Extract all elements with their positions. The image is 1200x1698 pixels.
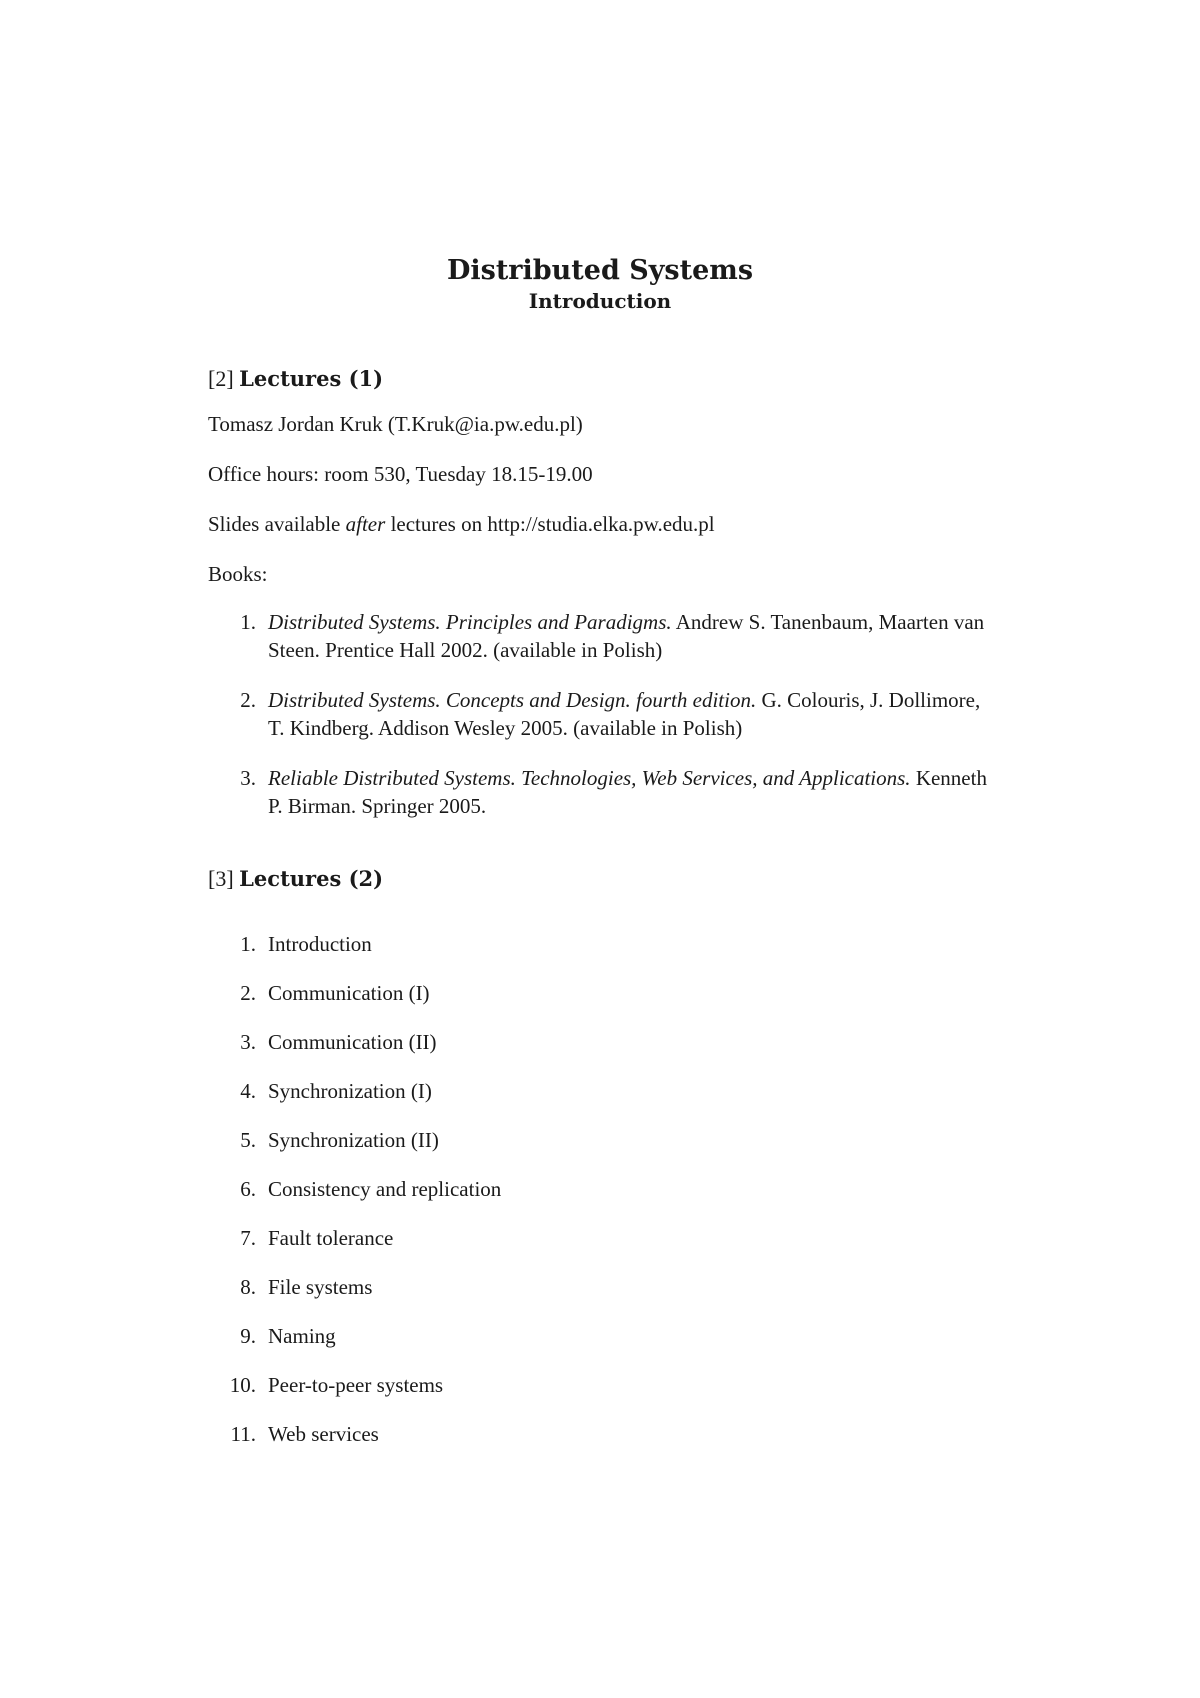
title-block — [0, 254, 1200, 314]
document-subtitle: Introduction — [528, 289, 672, 313]
book-item — [208, 608, 998, 664]
lecturer-line: Tomasz Jordan Kruk (T.Kruk@ia.pw.edu.pl) — [208, 412, 583, 436]
list-marker: 10. — [229, 1373, 256, 1397]
list-marker: 4. — [240, 1079, 256, 1103]
list-marker: 6. — [240, 1177, 256, 1201]
slides-text-before: Slides available — [208, 512, 346, 536]
books-label: Books: — [208, 562, 268, 586]
list-item — [208, 1224, 998, 1273]
list-marker: 3. — [240, 1030, 256, 1054]
slides-text-emphasis: after — [345, 512, 386, 536]
topic-label: Synchronization (II) — [268, 1128, 439, 1152]
book-item — [208, 764, 998, 820]
topic-label: Communication (II) — [268, 1030, 437, 1054]
topic-label: Communication (I) — [268, 981, 430, 1005]
section-heading-lectures-1 — [208, 364, 998, 394]
topic-label: Web services — [268, 1422, 379, 1446]
list-marker: 2. — [240, 981, 256, 1005]
section-title: Lectures (1) — [239, 366, 384, 391]
book-details: G. Colouris, J. Dollimore, T. Kindberg. Addison Wesley 2005. (available in Polish) — [268, 688, 981, 740]
list-item — [208, 930, 998, 979]
book-title: Reliable Distributed Systems. Technologies, Web Services, and Applications. — [268, 766, 911, 790]
list-item — [208, 1028, 998, 1077]
book-title: Distributed Systems. Principles and Paradigms. — [268, 610, 672, 634]
section-number: [3] — [208, 866, 234, 891]
list-item — [208, 1077, 998, 1126]
list-item — [208, 1175, 998, 1224]
slides-text-after: lectures on http://studia.elka.pw.edu.pl — [385, 512, 715, 536]
lecture-topics-list — [208, 930, 998, 1469]
list-marker: 5. — [240, 1128, 256, 1152]
list-item — [208, 1322, 998, 1371]
topic-label: File systems — [268, 1275, 373, 1299]
books-list — [208, 608, 998, 820]
book-details: Andrew S. Tanenbaum, Maarten van Steen. Prentice Hall 2002. (available in Polish) — [268, 610, 985, 662]
office-hours-line: Office hours: room 530, Tuesday 18.15-19.00 — [208, 462, 593, 486]
slides-line — [208, 510, 998, 538]
list-item — [208, 979, 998, 1028]
list-marker: 7. — [240, 1226, 256, 1250]
topic-label: Consistency and replication — [268, 1177, 502, 1201]
book-marker: 2. — [240, 688, 256, 712]
topic-label: Synchronization (I) — [268, 1079, 432, 1103]
book-title: Distributed Systems. Concepts and Design. fourth edition. — [268, 688, 757, 712]
section-title: Lectures (2) — [239, 866, 384, 891]
list-item — [208, 1126, 998, 1175]
book-item — [208, 686, 998, 742]
list-marker: 11. — [230, 1422, 256, 1446]
list-marker: 1. — [240, 932, 256, 956]
document-body — [208, 364, 998, 1469]
book-details: Kenneth P. Birman. Springer 2005. — [268, 766, 987, 818]
topic-label: Introduction — [268, 932, 372, 956]
list-marker: 8. — [240, 1275, 256, 1299]
list-marker: 9. — [240, 1324, 256, 1348]
list-item — [208, 1371, 998, 1420]
topic-label: Peer-to-peer systems — [268, 1373, 444, 1397]
document-title: Distributed Systems — [446, 255, 754, 286]
book-marker: 1. — [240, 610, 256, 634]
section-number: [2] — [208, 366, 234, 391]
topic-label: Fault tolerance — [268, 1226, 394, 1250]
section-heading-lectures-2 — [208, 864, 998, 894]
list-item — [208, 1273, 998, 1322]
list-item — [208, 1420, 998, 1469]
book-marker: 3. — [240, 766, 256, 790]
topic-label: Naming — [268, 1324, 336, 1348]
